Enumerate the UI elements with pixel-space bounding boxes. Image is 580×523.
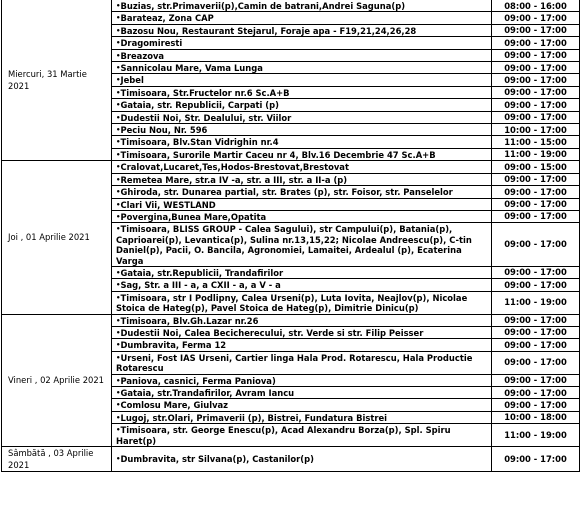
location-cell [112, 198, 492, 210]
table-row [2, 0, 580, 12]
location-cell [112, 314, 492, 326]
time-cell: 09:00 - 17:00 [492, 223, 580, 267]
time-cell: 11:00 - 19:00 [492, 291, 580, 314]
location-text: Bazosu Nou, Restaurant Stejarul, Foraje apa - F19,21,24,26,28 [120, 25, 417, 36]
time-cell: 09:00 - 15:00 [492, 161, 580, 173]
day-cell: Sâmbătă , 03 Aprilie 2021 [2, 447, 112, 472]
location-cell [112, 186, 492, 198]
time-cell: 09:00 - 17:00 [492, 24, 580, 36]
bullet-icon: • [116, 138, 121, 147]
bullet-icon: • [116, 88, 121, 97]
location-cell [112, 24, 492, 36]
bullet-icon: • [116, 64, 121, 73]
time-cell: 09:00 - 17:00 [492, 339, 580, 351]
location-text: Remetea Mare, str.a IV -a, str. a III, str. a II-a (p) [120, 174, 348, 185]
location-text: Timisoara, Surorile Martir Caceu nr 4, Blv.16 Decembrie 47 Sc.A+B [120, 149, 436, 160]
bullet-icon: • [116, 163, 121, 172]
bullet-icon: • [116, 175, 121, 184]
location-cell [112, 111, 492, 123]
location-text: Timisoara, str. George Enescu(p), Acad Alexandru Borza(p), Spl. Spiru Haret(p) [116, 425, 451, 446]
location-text: Barateaz, Zona CAP [120, 13, 214, 24]
bullet-icon: • [116, 150, 121, 159]
location-cell [112, 37, 492, 49]
bullet-icon: • [116, 426, 121, 435]
location-text: Sannicolau Mare, Vama Lunga [120, 63, 263, 74]
location-cell [112, 339, 492, 351]
time-cell: 09:00 - 17:00 [492, 210, 580, 222]
location-cell [112, 411, 492, 423]
location-text: Gataia, str.Republicii, Trandafirilor [120, 267, 284, 278]
table-row [2, 447, 580, 472]
time-cell: 09:00 - 17:00 [492, 387, 580, 399]
location-text: Jebel [120, 75, 144, 86]
time-cell: 11:00 - 19:00 [492, 424, 580, 447]
bullet-icon: • [116, 413, 121, 422]
bullet-icon: • [116, 293, 121, 302]
location-text: Timisoara, str I Podlipny, Calea Urseni(p), Luta Iovita, Neajlov(p), Nicolae Stoica de Hateg(p), Pavel Stoica de Hateg(p), Dimitrie Dinicu(p) [116, 292, 468, 314]
location-cell [112, 291, 492, 314]
location-text: Timisoara, Str.Fructelor nr.6 Sc.A+B [120, 87, 290, 98]
day-cell: Miercuri, 31 Martie 2021 [2, 0, 112, 161]
location-cell [112, 62, 492, 74]
bullet-icon: • [116, 113, 121, 122]
location-text: Dumbravita, Ferma 12 [120, 340, 227, 351]
location-text: Dumbravita, str Silvana(p), Castanilor(p) [120, 454, 314, 465]
schedule-body [2, 0, 580, 472]
time-cell: 09:00 - 17:00 [492, 74, 580, 86]
location-cell [112, 399, 492, 411]
time-cell: 09:00 - 17:00 [492, 198, 580, 210]
time-cell: 11:00 - 19:00 [492, 148, 580, 160]
bullet-icon: • [116, 200, 121, 209]
time-cell: 08:00 - 16:00 [492, 0, 580, 12]
location-text: Gataia, str.Trandafirilor, Avram Iancu [120, 388, 295, 398]
location-cell [112, 0, 492, 12]
location-text: Comlosu Mare, Giulvaz [120, 400, 229, 411]
bullet-icon: • [116, 353, 121, 362]
location-text: Dragomiresti [120, 38, 183, 49]
time-cell: 09:00 - 17:00 [492, 399, 580, 411]
location-text: Buzias, str.Primaverii(p),Camin de batrani,Andrei Saguna(p) [120, 1, 406, 11]
bullet-icon: • [116, 126, 121, 135]
location-cell [112, 447, 492, 472]
location-cell [112, 374, 492, 386]
bullet-icon: • [116, 281, 121, 290]
location-cell [112, 424, 492, 447]
table-row [2, 161, 580, 173]
location-cell [112, 210, 492, 222]
table-row [2, 314, 580, 326]
time-cell: 09:00 - 17:00 [492, 314, 580, 326]
location-text: Urseni, Fost IAS Urseni, Cartier linga Hala Prod. Rotarescu, Hala Productie Rotarescu [116, 352, 473, 374]
location-text: Timisoara, BLISS GROUP - Calea Sagului), str Campului(p), Batania(p), Caprioarei(p), Levantica(p), Sulina nr.13,15,22; Nicolae Andreescu(p), C-tin Daniel(p), Pacii, O. Bancila, Agronomiei, Lamaitei, Ardealul (p), Ecaterina Varga [116, 224, 472, 266]
day-cell: Joi , 01 Aprilie 2021 [2, 161, 112, 314]
time-cell: 09:00 - 17:00 [492, 447, 580, 472]
location-text: Clari Vii, WESTLAND [120, 199, 216, 210]
location-text: Lugoj, str.Olari, Primaverii (p), Bistrei, Fundatura Bistrei [120, 412, 388, 423]
bullet-icon: • [116, 455, 121, 464]
location-cell [112, 74, 492, 86]
location-cell [112, 136, 492, 148]
time-cell: 09:00 - 17:00 [492, 351, 580, 374]
bullet-icon: • [116, 376, 121, 385]
bullet-icon: • [116, 389, 121, 397]
location-cell [112, 12, 492, 24]
location-cell [112, 49, 492, 61]
bullet-icon: • [116, 341, 121, 350]
bullet-icon: • [116, 212, 121, 221]
time-cell: 10:00 - 17:00 [492, 124, 580, 136]
location-cell [112, 351, 492, 374]
time-cell: 09:00 - 17:00 [492, 266, 580, 278]
bullet-icon: • [116, 26, 121, 35]
location-cell [112, 124, 492, 136]
bullet-icon: • [116, 188, 121, 197]
location-cell [112, 86, 492, 98]
location-cell [112, 387, 492, 399]
outage-schedule-table [1, 0, 580, 472]
time-cell: 09:00 - 17:00 [492, 111, 580, 123]
time-cell: 09:00 - 17:00 [492, 12, 580, 24]
bullet-icon: • [116, 225, 121, 234]
location-cell [112, 223, 492, 267]
location-cell [112, 161, 492, 173]
location-text: Dudestii Noi, Calea Becicherecului, str. Verde si str. Filip Peisser [120, 327, 424, 338]
location-cell [112, 266, 492, 278]
location-text: Paniova, casnici, Ferma Paniova) [120, 375, 276, 386]
bullet-icon: • [116, 401, 121, 410]
bullet-icon: • [116, 268, 121, 277]
bullet-icon: • [116, 101, 121, 110]
time-cell: 09:00 - 17:00 [492, 326, 580, 338]
location-text: Peciu Nou, Nr. 596 [120, 125, 208, 136]
location-text: Breazova [120, 50, 165, 61]
time-cell: 09:00 - 17:00 [492, 37, 580, 49]
time-cell: 09:00 - 17:00 [492, 86, 580, 98]
location-cell [112, 279, 492, 291]
time-cell: 10:00 - 18:00 [492, 411, 580, 423]
bullet-icon: • [116, 51, 121, 60]
time-cell: 09:00 - 17:00 [492, 374, 580, 386]
location-text: Dudestii Noi, Str. Dealului, str. Viilor [120, 112, 292, 123]
location-cell [112, 173, 492, 185]
time-cell: 09:00 - 17:00 [492, 279, 580, 291]
bullet-icon: • [116, 2, 121, 10]
location-cell [112, 99, 492, 111]
location-text: Ghiroda, str. Dunarea partial, str. Brates (p), str. Foisor, str. Panselelor [120, 187, 453, 198]
location-text: Povergina,Bunea Mare,Opatita [120, 211, 267, 222]
location-text: Timisoara, Blv.Stan Vidrighin nr.4 [120, 137, 279, 148]
time-cell: 09:00 - 17:00 [492, 173, 580, 185]
bullet-icon: • [116, 39, 121, 48]
time-cell: 09:00 - 17:00 [492, 62, 580, 74]
bullet-icon: • [116, 76, 121, 85]
location-text: Gataia, str. Republicii, Carpati (p) [120, 100, 279, 111]
location-text: Timisoara, Blv.Gh.Lazar nr.26 [120, 315, 259, 326]
time-cell: 09:00 - 17:00 [492, 99, 580, 111]
location-text: Sag, Str. a III - a, a CXII - a, a V - a [120, 280, 281, 291]
location-cell [112, 326, 492, 338]
day-cell: Vineri , 02 Aprilie 2021 [2, 314, 112, 446]
bullet-icon: • [116, 14, 121, 23]
time-cell: 09:00 - 17:00 [492, 186, 580, 198]
location-cell [112, 148, 492, 160]
bullet-icon: • [116, 328, 121, 337]
bullet-icon: • [116, 316, 121, 325]
time-cell: 09:00 - 17:00 [492, 49, 580, 61]
location-text: Cralovat,Lucaret,Tes,Hodos-Brestovat,Brestovat [120, 162, 349, 173]
time-cell: 11:00 - 15:00 [492, 136, 580, 148]
